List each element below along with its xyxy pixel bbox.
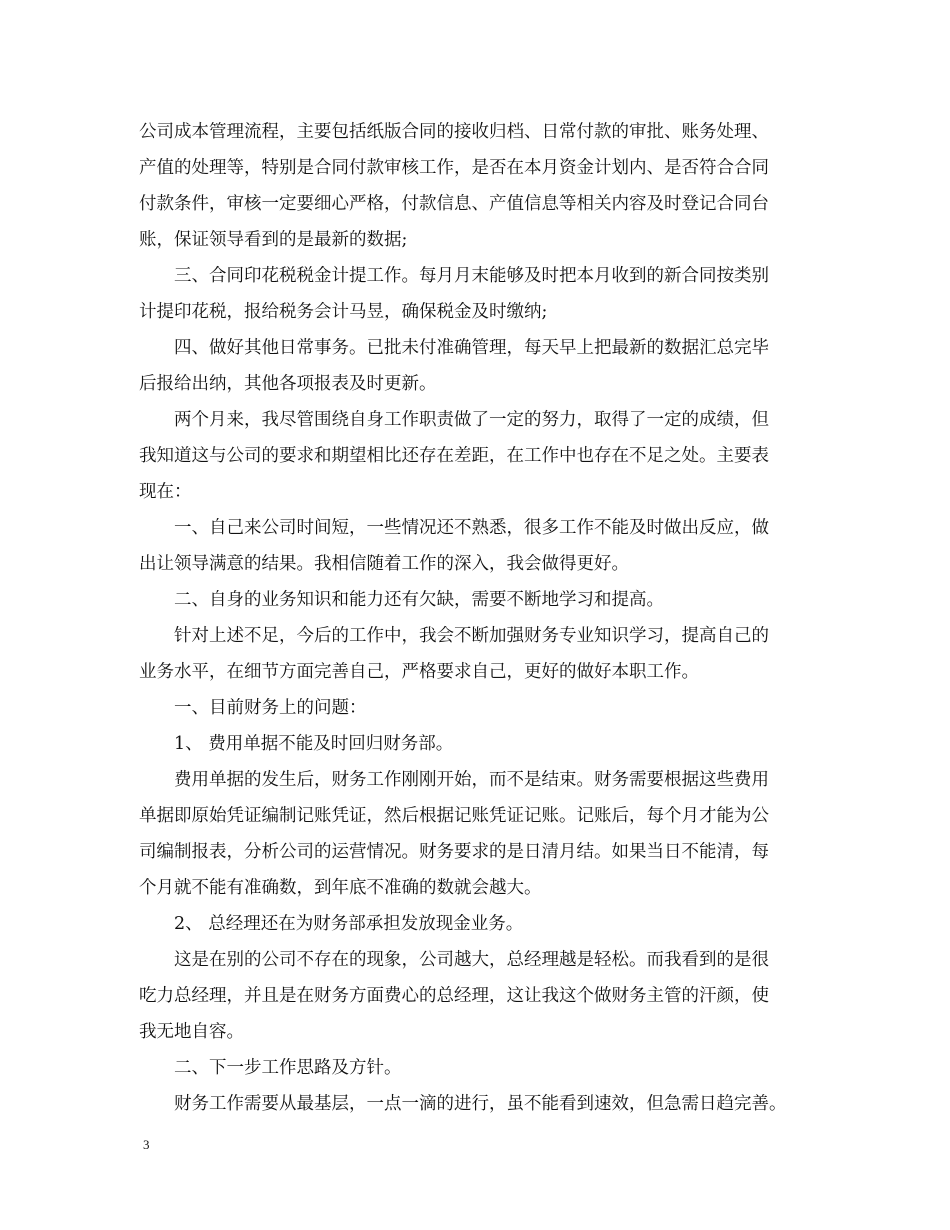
paragraph-first-line: 二、下一步工作思路及方针。 <box>174 1058 402 1078</box>
paragraph-first-line: 2、 总经理还在为财务部承担发放现金业务。 <box>174 914 524 934</box>
paragraph-first-line: 三、合同印花税税金计提工作。每月月末能够及时把本月收到的新合同按类别 <box>174 266 769 286</box>
paragraph-line: 出让领导满意的结果。我相信随着工作的深入，我会做得更好。 <box>139 554 629 574</box>
paragraph-line: 后报给出纳，其他各项报表及时更新。 <box>139 374 437 394</box>
paragraph-first-line: 1、 费用单据不能及时回归财务部。 <box>174 734 454 754</box>
paragraph-line: 现在： <box>139 482 192 502</box>
paragraph-line: 吃力总经理，并且是在财务方面费心的总经理，这让我这个做财务主管的汗颜，使 <box>139 986 769 1006</box>
paragraph-first-line: 财务工作需要从最基层，一点一滴的进行，虽不能看到速效，但急需日趋完善。 <box>174 1094 787 1114</box>
paragraph-first-line: 这是在别的公司不存在的现象，公司越大，总经理越是轻松。而我看到的是很 <box>174 950 769 970</box>
paragraph-line: 公司成本管理流程，主要包括纸版合同的接收归档、日常付款的审批、账务处理、 <box>139 122 769 142</box>
paragraph-line: 我无地自容。 <box>139 1022 244 1042</box>
paragraph-first-line: 针对上述不足，今后的工作中，我会不断加强财务专业知识学习，提高自己的 <box>174 626 769 646</box>
paragraph-line: 单据即原始凭证编制记账凭证，然后根据记账凭证记账。记账后，每个月才能为公 <box>139 806 769 826</box>
paragraph-line: 业务水平，在细节方面完善自己，严格要求自己，更好的做好本职工作。 <box>139 662 699 682</box>
paragraph-line: 产值的处理等，特别是合同付款审核工作，是否在本月资金计划内、是否符合合同 <box>139 158 769 178</box>
paragraph-line: 计提印花税，报给税务会计马昱，确保税金及时缴纳; <box>139 302 548 322</box>
paragraph-line: 个月就不能有准确数，到年底不准确的数就会越大。 <box>139 878 542 898</box>
paragraph-first-line: 一、目前财务上的问题： <box>174 698 367 718</box>
paragraph-line: 付款条件，审核一定要细心严格，付款信息、产值信息等相关内容及时登记合同台 <box>139 194 769 214</box>
paragraph-first-line: 一、自己来公司时间短，一些情况还不熟悉，很多工作不能及时做出反应，做 <box>174 518 769 538</box>
paragraph-first-line: 两个月来，我尽管围绕自身工作职责做了一定的努力，取得了一定的成绩，但 <box>174 410 769 430</box>
page-number: 3 <box>143 1137 150 1152</box>
paragraph-line: 账，保证领导看到的是最新的数据; <box>139 230 408 250</box>
paragraph-first-line: 费用单据的发生后，财务工作刚刚开始，而不是结束。财务需要根据这些费用 <box>174 770 769 790</box>
paragraph-first-line: 二、自身的业务知识和能力还有欠缺，需要不断地学习和提高。 <box>174 590 664 610</box>
paragraph-first-line: 四、做好其他日常事务。已批未付准确管理，每天早上把最新的数据汇总完毕 <box>174 338 769 358</box>
paragraph-line: 司编制报表，分析公司的运营情况。财务要求的是日清月结。如果当日不能清，每 <box>139 842 769 862</box>
paragraph-line: 我知道这与公司的要求和期望相比还存在差距，在工作中也存在不足之处。主要表 <box>139 446 769 466</box>
